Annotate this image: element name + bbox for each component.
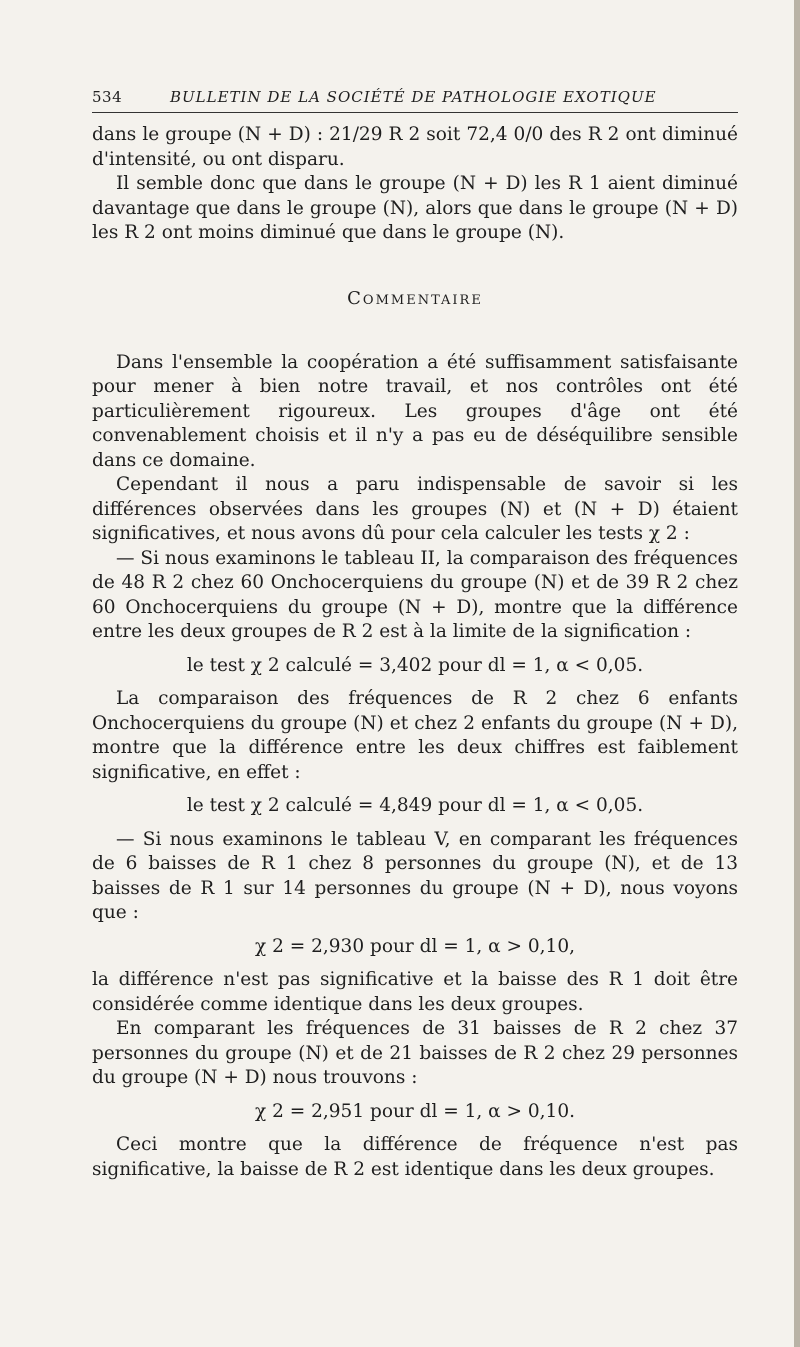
page: [92, 88, 738, 1182]
page-number: 534: [92, 88, 123, 106]
running-header: [92, 88, 738, 113]
body-text-top: [92, 123, 738, 246]
paragraph: Cependant il nous a paru indispensable de savoir si les différences observées dans les groupes (N) et (N + D) étaient significatives, et nous avons dû pour cela calculer les tests χ 2 :: [92, 474, 738, 544]
body-text: [92, 351, 738, 1183]
page-edge-shadow: [794, 0, 800, 1347]
paragraph: la différence n'est pas significative et la baisse des R 1 doit être considérée comme identique dans les deux groupes.: [92, 969, 738, 1015]
formula: χ 2 = 2,930 pour dl = 1, α > 0,10,: [255, 935, 575, 957]
paragraph: La comparaison des fréquences de R 2 chez 6 enfants Onchocerquiens du groupe (N) et chez 2 enfants du groupe (N + D), montre que la différence entre les deux chiffres est faiblement significative, en effet :: [92, 688, 738, 783]
paragraph: Ceci montre que la différence de fréquence n'est pas significative, la baisse de R 2 est identique dans les deux groupes.: [92, 1134, 738, 1180]
formula: le test χ 2 calculé = 3,402 pour dl = 1, α < 0,05.: [186, 654, 644, 676]
paragraph: — Si nous examinons le tableau II, la comparaison des fréquences de 48 R 2 chez 60 Onchocerquiens du groupe (N) et de 39 R 2 chez 60 Onchocerquiens du groupe (N + D), montre que la différence entre les deux groupes de R 2 est à la limite de la signification :: [92, 547, 738, 642]
formula: le test χ 2 calculé = 4,849 pour dl = 1, α < 0,05.: [186, 795, 644, 816]
journal-title: BULLETIN DE LA SOCIÉTÉ DE PATHOLOGIE EXOTIQUE: [170, 88, 657, 106]
paragraph: Dans l'ensemble la coopération a été suffisamment satisfaisante pour mener à bien notre travail, et nos contrôles ont été particulièrement rigoureux. Les groupes d'âge ont été convenablement choisis et il n'y a pas eu de déséquilibre sensible dans ce domaine.: [92, 351, 738, 471]
paragraph: Il semble donc que dans le groupe (N + D) les R 1 aient diminué davantage que dans le groupe (N), alors que dans le groupe (N + D) les R 2 ont moins diminué que dans le groupe (N).: [92, 173, 738, 243]
paragraph: En comparant les fréquences de 31 baisses de R 2 chez 37 personnes du groupe (N) et de 21 baisses de R 2 chez 29 personnes du groupe (N + D) nous trouvons :: [92, 1018, 738, 1088]
paragraph: — Si nous examinons le tableau V, en comparant les fréquences de 6 baisses de R 1 chez 8 personnes du groupe (N), et de 13 baisses de R 1 sur 14 personnes du groupe (N + D), nous voyons que :: [92, 828, 738, 923]
paragraph: dans le groupe (N + D) : 21/29 R 2 soit 72,4 0/0 des R 2 ont diminué d'intensité, ou ont disparu.: [92, 124, 738, 170]
formula: χ 2 = 2,951 pour dl = 1, α > 0,10.: [255, 1100, 575, 1122]
section-heading: Commentaire: [347, 287, 483, 309]
